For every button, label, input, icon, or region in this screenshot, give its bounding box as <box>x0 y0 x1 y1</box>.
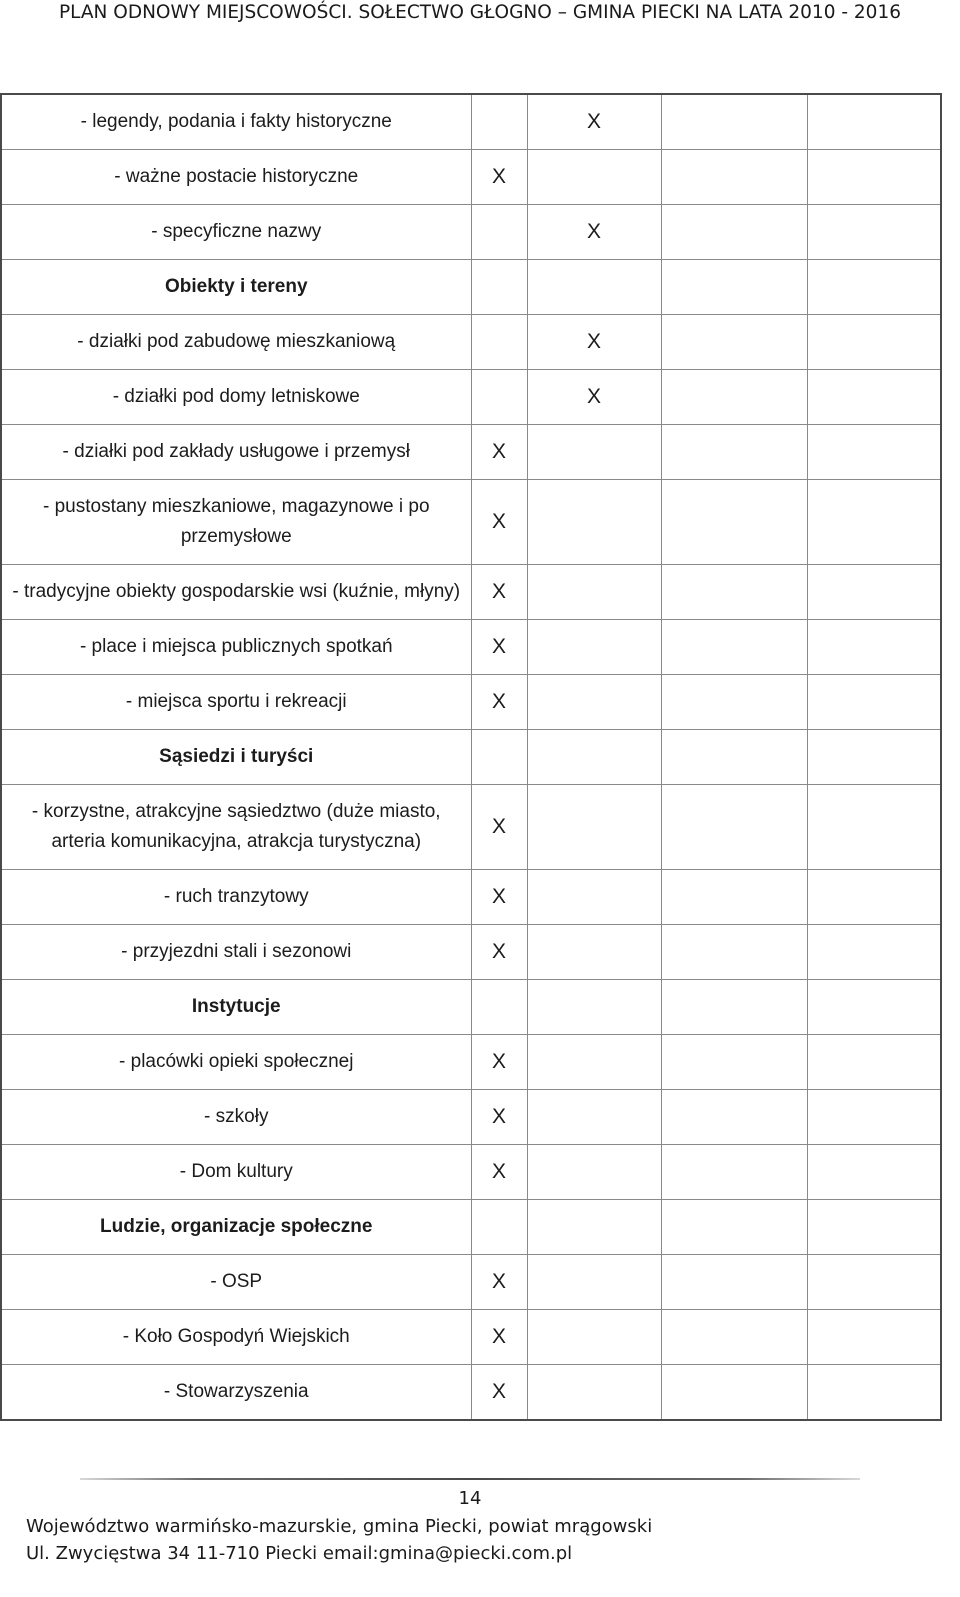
mark-cell-col4 <box>807 150 941 205</box>
mark-cell-col2 <box>527 565 661 620</box>
table-row <box>1 675 941 730</box>
mark-cell-col3 <box>661 94 807 150</box>
mark-cell-col1: X <box>471 150 527 205</box>
row-label: - działki pod zabudowę mieszkaniową <box>1 315 471 370</box>
mark-cell-col1 <box>471 205 527 260</box>
mark-cell-col1 <box>471 980 527 1035</box>
mark-cell-col3 <box>661 1365 807 1421</box>
mark-cell-col2 <box>527 1365 661 1421</box>
table-row <box>1 1310 941 1365</box>
row-label: - place i miejsca publicznych spotkań <box>1 620 471 675</box>
mark-cell-col4 <box>807 675 941 730</box>
row-label: - szkoły <box>1 1090 471 1145</box>
mark-cell-col4 <box>807 730 941 785</box>
row-label: - działki pod domy letniskowe <box>1 370 471 425</box>
mark-cell-col2 <box>527 1310 661 1365</box>
mark-cell-col2 <box>527 620 661 675</box>
table-row <box>1 1365 941 1421</box>
table-row <box>1 620 941 675</box>
section-label: Instytucje <box>1 980 471 1035</box>
mark-cell-col1: X <box>471 785 527 870</box>
section-label: Ludzie, organizacje społeczne <box>1 1200 471 1255</box>
mark-cell-col1 <box>471 260 527 315</box>
mark-cell-col2 <box>527 925 661 980</box>
footer-divider <box>80 1478 860 1480</box>
mark-cell-col4 <box>807 565 941 620</box>
row-label: - miejsca sportu i rekreacji <box>1 675 471 730</box>
row-label: - legendy, podania i fakty historyczne <box>1 94 471 150</box>
mark-cell-col2 <box>527 785 661 870</box>
section-label: Sąsiedzi i turyści <box>1 730 471 785</box>
row-label: - OSP <box>1 1255 471 1310</box>
assessment-table <box>0 93 942 1421</box>
mark-cell-col2: X <box>527 94 661 150</box>
mark-cell-col4 <box>807 1200 941 1255</box>
mark-cell-col1 <box>471 1200 527 1255</box>
row-label: - ruch tranzytowy <box>1 870 471 925</box>
table-row <box>1 1255 941 1310</box>
mark-cell-col3 <box>661 1310 807 1365</box>
mark-cell-col1 <box>471 315 527 370</box>
row-label: - Stowarzyszenia <box>1 1365 471 1421</box>
mark-cell-col3 <box>661 1145 807 1200</box>
page-number: 14 <box>458 1488 482 1509</box>
mark-cell-col1: X <box>471 565 527 620</box>
row-label: - ważne postacie historyczne <box>1 150 471 205</box>
row-label: - tradycyjne obiekty gospodarskie wsi (kuźnie, młyny) <box>1 565 471 620</box>
mark-cell-col4 <box>807 205 941 260</box>
mark-cell-col2: X <box>527 315 661 370</box>
table-row <box>1 1145 941 1200</box>
mark-cell-col3 <box>661 370 807 425</box>
mark-cell-col4 <box>807 925 941 980</box>
mark-cell-col4 <box>807 1035 941 1090</box>
mark-cell-col2 <box>527 675 661 730</box>
mark-cell-col3 <box>661 1200 807 1255</box>
mark-cell-col3 <box>661 870 807 925</box>
mark-cell-col4 <box>807 620 941 675</box>
mark-cell-col3 <box>661 675 807 730</box>
mark-cell-col4 <box>807 1145 941 1200</box>
mark-cell-col4 <box>807 370 941 425</box>
mark-cell-col3 <box>661 925 807 980</box>
mark-cell-col2 <box>527 1255 661 1310</box>
mark-cell-col4 <box>807 870 941 925</box>
mark-cell-col1: X <box>471 1310 527 1365</box>
table-row <box>1 94 941 150</box>
table-row <box>1 785 941 870</box>
mark-cell-col1: X <box>471 870 527 925</box>
table-row <box>1 870 941 925</box>
mark-cell-col1 <box>471 730 527 785</box>
mark-cell-col4 <box>807 1310 941 1365</box>
mark-cell-col4 <box>807 1090 941 1145</box>
footer-region-line: Województwo warmińsko-mazurskie, gmina Piecki, powiat mrągowski <box>26 1516 653 1537</box>
row-label: - specyficzne nazwy <box>1 205 471 260</box>
mark-cell-col4 <box>807 425 941 480</box>
row-label: - placówki opieki społecznej <box>1 1035 471 1090</box>
mark-cell-col1 <box>471 370 527 425</box>
table-row <box>1 370 941 425</box>
section-header-row <box>1 730 941 785</box>
mark-cell-col4 <box>807 980 941 1035</box>
mark-cell-col1: X <box>471 675 527 730</box>
row-label: - Dom kultury <box>1 1145 471 1200</box>
mark-cell-col2 <box>527 150 661 205</box>
mark-cell-col3 <box>661 480 807 565</box>
table-row <box>1 925 941 980</box>
mark-cell-col2: X <box>527 205 661 260</box>
mark-cell-col3 <box>661 620 807 675</box>
mark-cell-col3 <box>661 315 807 370</box>
mark-cell-col1: X <box>471 1145 527 1200</box>
mark-cell-col2 <box>527 425 661 480</box>
mark-cell-col4 <box>807 94 941 150</box>
mark-cell-col1: X <box>471 620 527 675</box>
section-header-row <box>1 980 941 1035</box>
row-label: - działki pod zakłady usługowe i przemysł <box>1 425 471 480</box>
table-row <box>1 480 941 565</box>
mark-cell-col3 <box>661 1035 807 1090</box>
table-row <box>1 1035 941 1090</box>
mark-cell-col3 <box>661 980 807 1035</box>
section-header-row <box>1 1200 941 1255</box>
table-row <box>1 1090 941 1145</box>
mark-cell-col1: X <box>471 1090 527 1145</box>
table-row <box>1 565 941 620</box>
mark-cell-col2: X <box>527 370 661 425</box>
mark-cell-col2 <box>527 480 661 565</box>
mark-cell-col3 <box>661 730 807 785</box>
mark-cell-col3 <box>661 150 807 205</box>
mark-cell-col2 <box>527 730 661 785</box>
mark-cell-col1: X <box>471 1365 527 1421</box>
mark-cell-col4 <box>807 315 941 370</box>
table-body <box>1 94 941 1420</box>
mark-cell-col2 <box>527 1145 661 1200</box>
mark-cell-col2 <box>527 1090 661 1145</box>
mark-cell-col1: X <box>471 925 527 980</box>
row-label: - przyjezdni stali i sezonowi <box>1 925 471 980</box>
mark-cell-col3 <box>661 1255 807 1310</box>
table-row <box>1 425 941 480</box>
mark-cell-col2 <box>527 1200 661 1255</box>
mark-cell-col3 <box>661 205 807 260</box>
table-row <box>1 205 941 260</box>
mark-cell-col4 <box>807 785 941 870</box>
mark-cell-col4 <box>807 260 941 315</box>
mark-cell-col4 <box>807 480 941 565</box>
mark-cell-col4 <box>807 1255 941 1310</box>
table-row <box>1 150 941 205</box>
section-label: Obiekty i tereny <box>1 260 471 315</box>
mark-cell-col3 <box>661 785 807 870</box>
mark-cell-col1 <box>471 94 527 150</box>
mark-cell-col1: X <box>471 1255 527 1310</box>
mark-cell-col3 <box>661 425 807 480</box>
row-label: - pustostany mieszkaniowe, magazynowe i po przemysłowe <box>1 480 471 565</box>
section-header-row <box>1 260 941 315</box>
mark-cell-col1: X <box>471 1035 527 1090</box>
mark-cell-col3 <box>661 260 807 315</box>
row-label: - korzystne, atrakcyjne sąsiedztwo (duże miasto, arteria komunikacyjna, atrakcja turystyczna) <box>1 785 471 870</box>
mark-cell-col4 <box>807 1365 941 1421</box>
table-row <box>1 315 941 370</box>
mark-cell-col3 <box>661 1090 807 1145</box>
mark-cell-col2 <box>527 980 661 1035</box>
row-label: - Koło Gospodyń Wiejskich <box>1 1310 471 1365</box>
mark-cell-col2 <box>527 260 661 315</box>
page-header-title: PLAN ODNOWY MIEJSCOWOŚCI. SOŁECTWO GŁOGNO – GMINA PIECKI NA LATA 2010 - 2016 <box>59 2 901 23</box>
footer-address-line: Ul. Zwycięstwa 34 11-710 Piecki email:gmina@piecki.com.pl <box>26 1543 573 1564</box>
mark-cell-col1: X <box>471 425 527 480</box>
mark-cell-col1: X <box>471 480 527 565</box>
mark-cell-col3 <box>661 565 807 620</box>
mark-cell-col2 <box>527 1035 661 1090</box>
mark-cell-col2 <box>527 870 661 925</box>
